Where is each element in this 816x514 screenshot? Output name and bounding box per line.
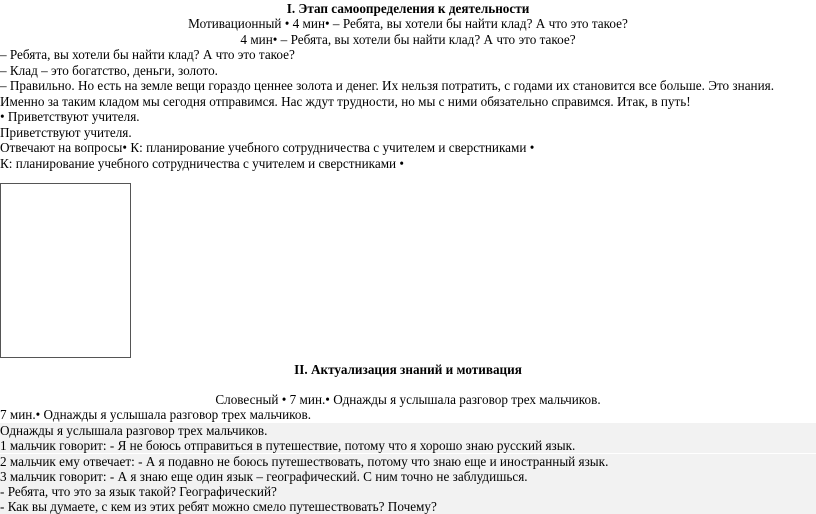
text-line: 2 мальчик ему отвечает: - А я подавно не боюсь путешествовать, потому что знаю еще и иностранный язык. [0,454,816,469]
text-line: Отвечают на вопросы• К: планирование учебного сотрудничества с учителем и сверстниками • [0,140,535,155]
text-line: • Приветствуют учителя. [0,109,140,124]
section1-heading: I. Этап самоопределения к деятельности [286,1,530,16]
text-line: Приветствуют учителя. [0,125,132,140]
text-line: 1 мальчик говорит: - Я не боюсь отправиться в путешествие, потому что я хорошо знаю русский язык. [0,438,816,453]
text-line: – Клад – это богатство, деньги, золото. [0,63,218,78]
text-line: Именно за таким кладом мы сегодня отправимся. Нас ждут трудности, но мы с ними обязательно справимся. Итак, в путь! [0,94,691,109]
text-line: К: планирование учебного сотрудничества с учителем и сверстниками • [0,156,405,171]
text-line: – Ребята, вы хотели бы найти клад? А что это такое? [0,47,295,62]
section2-center-line: Словесный • 7 мин.• Однажды я услышала разговор трех мальчиков. [215,392,601,407]
text-line: Однажды я услышала разговор трех мальчиков. [0,423,816,438]
section1-center-line: Мотивационный • 4 мин• – Ребята, вы хотели бы найти клад? А что это такое? [188,16,628,31]
text-line: – Правильно. Но есть на земле вещи гораздо ценнее золота и денег. Их нельзя потратить, с годами их становится все больше. Это знания. [0,78,775,93]
text-line: 7 мин.• Однажды я услышала разговор трех мальчиков. [0,407,312,422]
section2-heading: II. Актуализация знаний и мотивация [294,362,522,377]
section1-center-line: 4 мин• – Ребята, вы хотели бы найти клад? А что это такое? [240,32,576,47]
text-line: - Ребята, что это за язык такой? Географический? [0,484,816,499]
text-line: 3 мальчик говорит: - А я знаю еще один язык – географический. С ним точно не заблудишься. [0,469,816,484]
text-line: - Как вы думаете, с кем из этих ребят можно смело путешествовать? Почему? [0,499,816,514]
empty-frame [0,183,131,358]
